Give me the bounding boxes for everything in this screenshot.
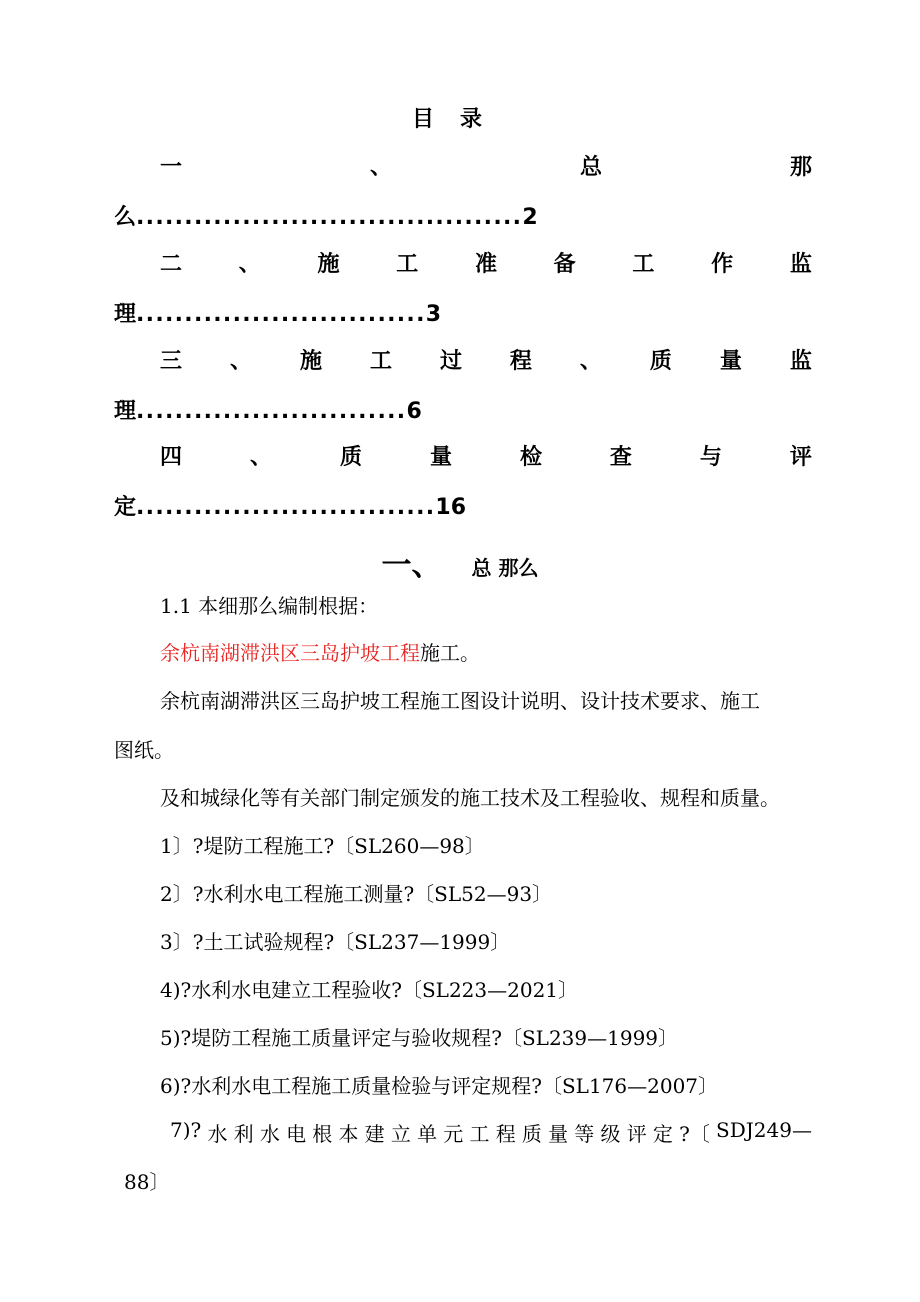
toc-entry-tail: 理	[114, 302, 137, 327]
toc-entry-line1	[160, 247, 812, 278]
standards-item: 5)?堤防工程施工质量评定与验收规程?〔SL239—1999〕	[160, 1026, 679, 1050]
toc-entry-char: 一	[160, 155, 183, 180]
toc-entry-char: 与	[699, 445, 722, 470]
toc-entry-line2	[114, 394, 422, 425]
toc-entry-char: 评	[789, 445, 812, 470]
toc-entry-dots: ........................................	[136, 205, 523, 230]
toc-entry-dots: ..............................	[136, 302, 426, 327]
toc-entry-char: 程	[509, 349, 532, 374]
toc-entry-line1	[160, 150, 812, 181]
standards-item-7-char: 单	[417, 1122, 438, 1146]
standards-item-7-char: 工	[469, 1122, 490, 1146]
standards-item-7-char: 水	[207, 1122, 228, 1146]
standards-item-7-tail: 88〕	[124, 1170, 170, 1194]
toc-entry-char: 过	[439, 349, 462, 374]
toc-entry-char: 工	[396, 252, 419, 277]
toc-entry-char: 监	[789, 349, 812, 374]
standards-item-7-char: 7)?	[170, 1118, 202, 1142]
toc-entry-char: 备	[553, 252, 576, 277]
standards-item: 1〕?堤防工程施工?〔SL260—98〕	[160, 834, 485, 858]
paragraph-project	[160, 637, 480, 666]
standards-item-7-char: 级	[600, 1122, 621, 1146]
toc-entry-char: 质	[649, 349, 672, 374]
toc-entry-char: 、	[579, 349, 602, 374]
standards-item-7-char: ?〔	[679, 1122, 710, 1146]
standards-item-7-char: 本	[338, 1122, 359, 1146]
standards-item-7-char: 电	[286, 1122, 307, 1146]
toc-entry-char: 检	[519, 445, 542, 470]
toc-entry-char: 施	[317, 252, 340, 277]
toc-entry-tail: 定	[114, 495, 137, 520]
toc-entry-char: 施	[299, 349, 322, 374]
toc-entry-line2	[114, 200, 538, 231]
toc-entry-page: 16	[435, 495, 467, 520]
toc-entry-tail: 理	[114, 399, 137, 424]
standards-item: 3〕?土工试验规程?〔SL237—1999〕	[160, 930, 511, 954]
toc-entry-char: 、	[369, 155, 392, 180]
standards-item-7-char: 建	[364, 1122, 385, 1146]
standards-item-7-char: 等	[574, 1122, 595, 1146]
standards-item-7-char: 程	[495, 1122, 516, 1146]
toc-entry-char: 工	[632, 252, 655, 277]
toc-entry-page: 3	[425, 302, 442, 327]
toc-entry-page: 2	[522, 205, 538, 230]
project-name-highlight: 余杭南湖滞洪区三岛护坡工程	[160, 641, 420, 665]
toc-entry-line1	[160, 344, 812, 375]
paragraph-project-rest: 施工。	[420, 641, 480, 665]
toc-entry-dots: ...............................	[136, 495, 436, 520]
section-number: 一、	[381, 548, 442, 583]
standards-item-7-char: 量	[548, 1122, 569, 1146]
toc-entry-char: 查	[609, 445, 632, 470]
toc-entry-char: 质	[339, 445, 362, 470]
toc-entry-char: 、	[249, 445, 272, 470]
toc-entry-line2	[114, 490, 466, 521]
toc-entry-char: 三	[160, 349, 183, 374]
toc-entry-char: 量	[429, 445, 452, 470]
toc-entry-char: 二	[160, 252, 183, 277]
standards-item-7-char: 质	[521, 1122, 542, 1146]
standards-item-7-char: 水	[259, 1122, 280, 1146]
standards-item: 6)?水利水电工程施工质量检验与评定规程?〔SL176—2007〕	[160, 1074, 719, 1098]
standards-item-7-char: 立	[390, 1122, 411, 1146]
standards-item-7	[170, 1118, 812, 1147]
toc-entry-char: 监	[789, 252, 812, 277]
toc-entry-char: 作	[711, 252, 734, 277]
paragraph-basis: 1.1 本细那么编制根据：	[160, 594, 379, 618]
standards-item-7-char: 元	[443, 1122, 464, 1146]
standards-item-7-char: 利	[233, 1122, 254, 1146]
toc-entry-line1	[160, 440, 812, 471]
standards-item: 4)?水利水电建立工程验收?〔SL223—2021〕	[160, 978, 579, 1002]
toc-entry-char: 、	[229, 349, 252, 374]
toc-entry-char: 总	[579, 155, 602, 180]
standards-item-7-char: 根	[312, 1122, 333, 1146]
paragraph-standards: 及和城绿化等有关部门制定颁发的施工技术及工程验收、规程和质量。	[160, 786, 780, 810]
toc-title: 目录	[411, 107, 508, 132]
toc-entry-line2	[114, 297, 441, 328]
toc-entry-page: 6	[406, 399, 422, 424]
standards-item-7-char: 定	[652, 1122, 673, 1146]
standards-item: 2〕?水利水电工程施工测量?〔SL52—93〕	[160, 882, 553, 906]
section-heading	[0, 540, 920, 584]
toc-entry-char: 准	[474, 252, 497, 277]
paragraph-design-line1: 余杭南湖滞洪区三岛护坡工程施工图设计说明、设计技术要求、施工	[160, 689, 760, 713]
toc-entry-char: 那	[789, 155, 812, 180]
toc-entry-char: 工	[369, 349, 392, 374]
toc-entry-char: 四	[160, 445, 183, 470]
toc-entry-char: 、	[238, 252, 261, 277]
toc-entry-tail: 么	[114, 205, 137, 230]
standards-item-7-char: SDJ249—	[716, 1118, 812, 1142]
toc-entry-dots: ............................	[136, 399, 407, 424]
paragraph-design-line2: 图纸。	[114, 738, 174, 762]
section-title: 总 那么	[471, 556, 539, 580]
toc-entry-char: 量	[719, 349, 742, 374]
standards-item-7-char: 评	[626, 1122, 647, 1146]
